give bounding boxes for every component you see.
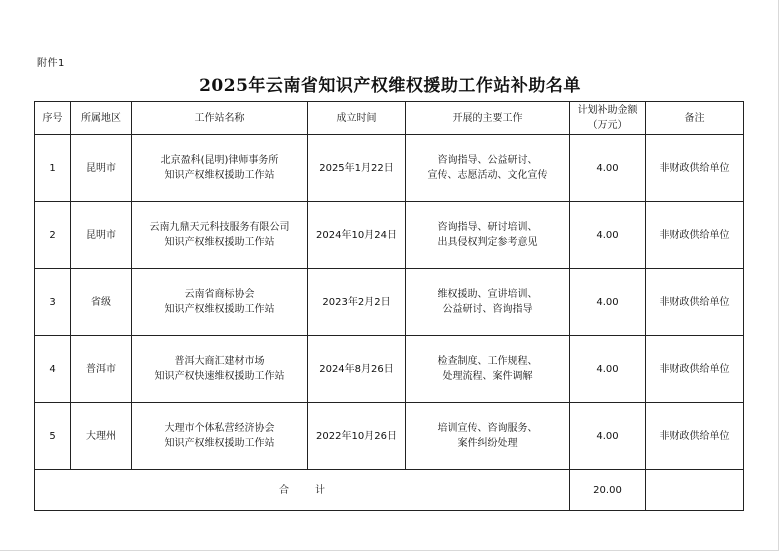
cell-work-line: 案件纠纷处理 (457, 438, 518, 449)
cell-station-line: 北京盈科(昆明)律师事务所 (160, 155, 279, 166)
cell-amount: 4.00 (570, 403, 646, 470)
cell-work-line: 出具侵权判定参考意见 (437, 237, 538, 248)
subsidy-table (34, 101, 744, 511)
cell-region: 昆明市 (71, 135, 132, 202)
cell-work-line: 公益研讨、咨询指导 (442, 304, 533, 315)
cell-work-line: 维权援助、宣讲培训、 (437, 289, 538, 300)
cell-station-line: 知识产权快速维权援助工作站 (154, 371, 285, 382)
cell-station-line: 知识产权维权援助工作站 (164, 237, 275, 248)
cell-established: 2022年10月26日 (308, 403, 406, 470)
cell-work (406, 403, 570, 470)
cell-station (132, 202, 308, 269)
cell-work (406, 202, 570, 269)
cell-station-line: 云南省商标协会 (184, 289, 255, 300)
header-remarks: 备注 (646, 102, 744, 135)
cell-work-line: 宣传、志愿活动、文化宣传 (427, 170, 548, 181)
cell-station (132, 135, 308, 202)
cell-work-line: 培训宣传、咨询服务、 (437, 423, 538, 434)
cell-remarks: 非财政供给单位 (646, 202, 744, 269)
header-region: 所属地区 (71, 102, 132, 135)
cell-established: 2024年10月24日 (308, 202, 406, 269)
table-row (35, 336, 744, 403)
cell-station (132, 403, 308, 470)
cell-work (406, 336, 570, 403)
header-work: 开展的主要工作 (406, 102, 570, 135)
total-row (35, 470, 744, 511)
cell-remarks: 非财政供给单位 (646, 403, 744, 470)
cell-work (406, 135, 570, 202)
header-amount-line1: 计划补助金额 (577, 105, 638, 116)
cell-station-line: 知识产权维权援助工作站 (164, 170, 275, 181)
cell-station-line: 大理市个体私营经济协会 (164, 423, 275, 434)
header-seq: 序号 (35, 102, 71, 135)
cell-station-line: 普洱大商汇建材市场 (174, 356, 265, 367)
cell-established: 2023年2月2日 (308, 269, 406, 336)
cell-station (132, 336, 308, 403)
cell-amount: 4.00 (570, 336, 646, 403)
cell-remarks: 非财政供给单位 (646, 135, 744, 202)
cell-seq: 1 (35, 135, 71, 202)
attachment-label: 附件1 (37, 58, 65, 69)
table-row (35, 135, 744, 202)
table-row (35, 202, 744, 269)
table-row (35, 403, 744, 470)
cell-seq: 4 (35, 336, 71, 403)
header-amount-line2: （万元） (587, 120, 628, 131)
cell-region: 昆明市 (71, 202, 132, 269)
total-label: 合计 (279, 484, 351, 496)
total-label-cell (35, 470, 570, 511)
cell-remarks: 非财政供给单位 (646, 269, 744, 336)
cell-established: 2024年8月26日 (308, 336, 406, 403)
cell-established: 2025年1月22日 (308, 135, 406, 202)
table-row (35, 269, 744, 336)
cell-work-line: 咨询指导、公益研讨、 (437, 155, 538, 166)
cell-station-line: 云南九鼎天元科技服务有限公司 (149, 222, 290, 233)
cell-seq: 2 (35, 202, 71, 269)
table-header-row (35, 102, 744, 135)
cell-station-line: 知识产权维权援助工作站 (164, 304, 275, 315)
cell-work-line: 检查制度、工作规程、 (437, 356, 538, 367)
total-remarks (646, 470, 744, 511)
cell-region: 普洱市 (71, 336, 132, 403)
document-title: 2025年云南省知识产权维权援助工作站补助名单 (199, 76, 581, 96)
cell-work-line: 咨询指导、研讨培训、 (437, 222, 538, 233)
header-station: 工作站名称 (132, 102, 308, 135)
total-amount: 20.00 (570, 470, 646, 511)
cell-seq: 3 (35, 269, 71, 336)
cell-region: 省级 (71, 269, 132, 336)
header-amount (570, 102, 646, 135)
cell-amount: 4.00 (570, 202, 646, 269)
cell-region: 大理州 (71, 403, 132, 470)
cell-remarks: 非财政供给单位 (646, 336, 744, 403)
cell-work (406, 269, 570, 336)
cell-amount: 4.00 (570, 135, 646, 202)
cell-work-line: 处理流程、案件调解 (442, 371, 533, 382)
cell-station-line: 知识产权维权援助工作站 (164, 438, 275, 449)
cell-amount: 4.00 (570, 269, 646, 336)
header-established: 成立时间 (308, 102, 406, 135)
cell-seq: 5 (35, 403, 71, 470)
cell-station (132, 269, 308, 336)
